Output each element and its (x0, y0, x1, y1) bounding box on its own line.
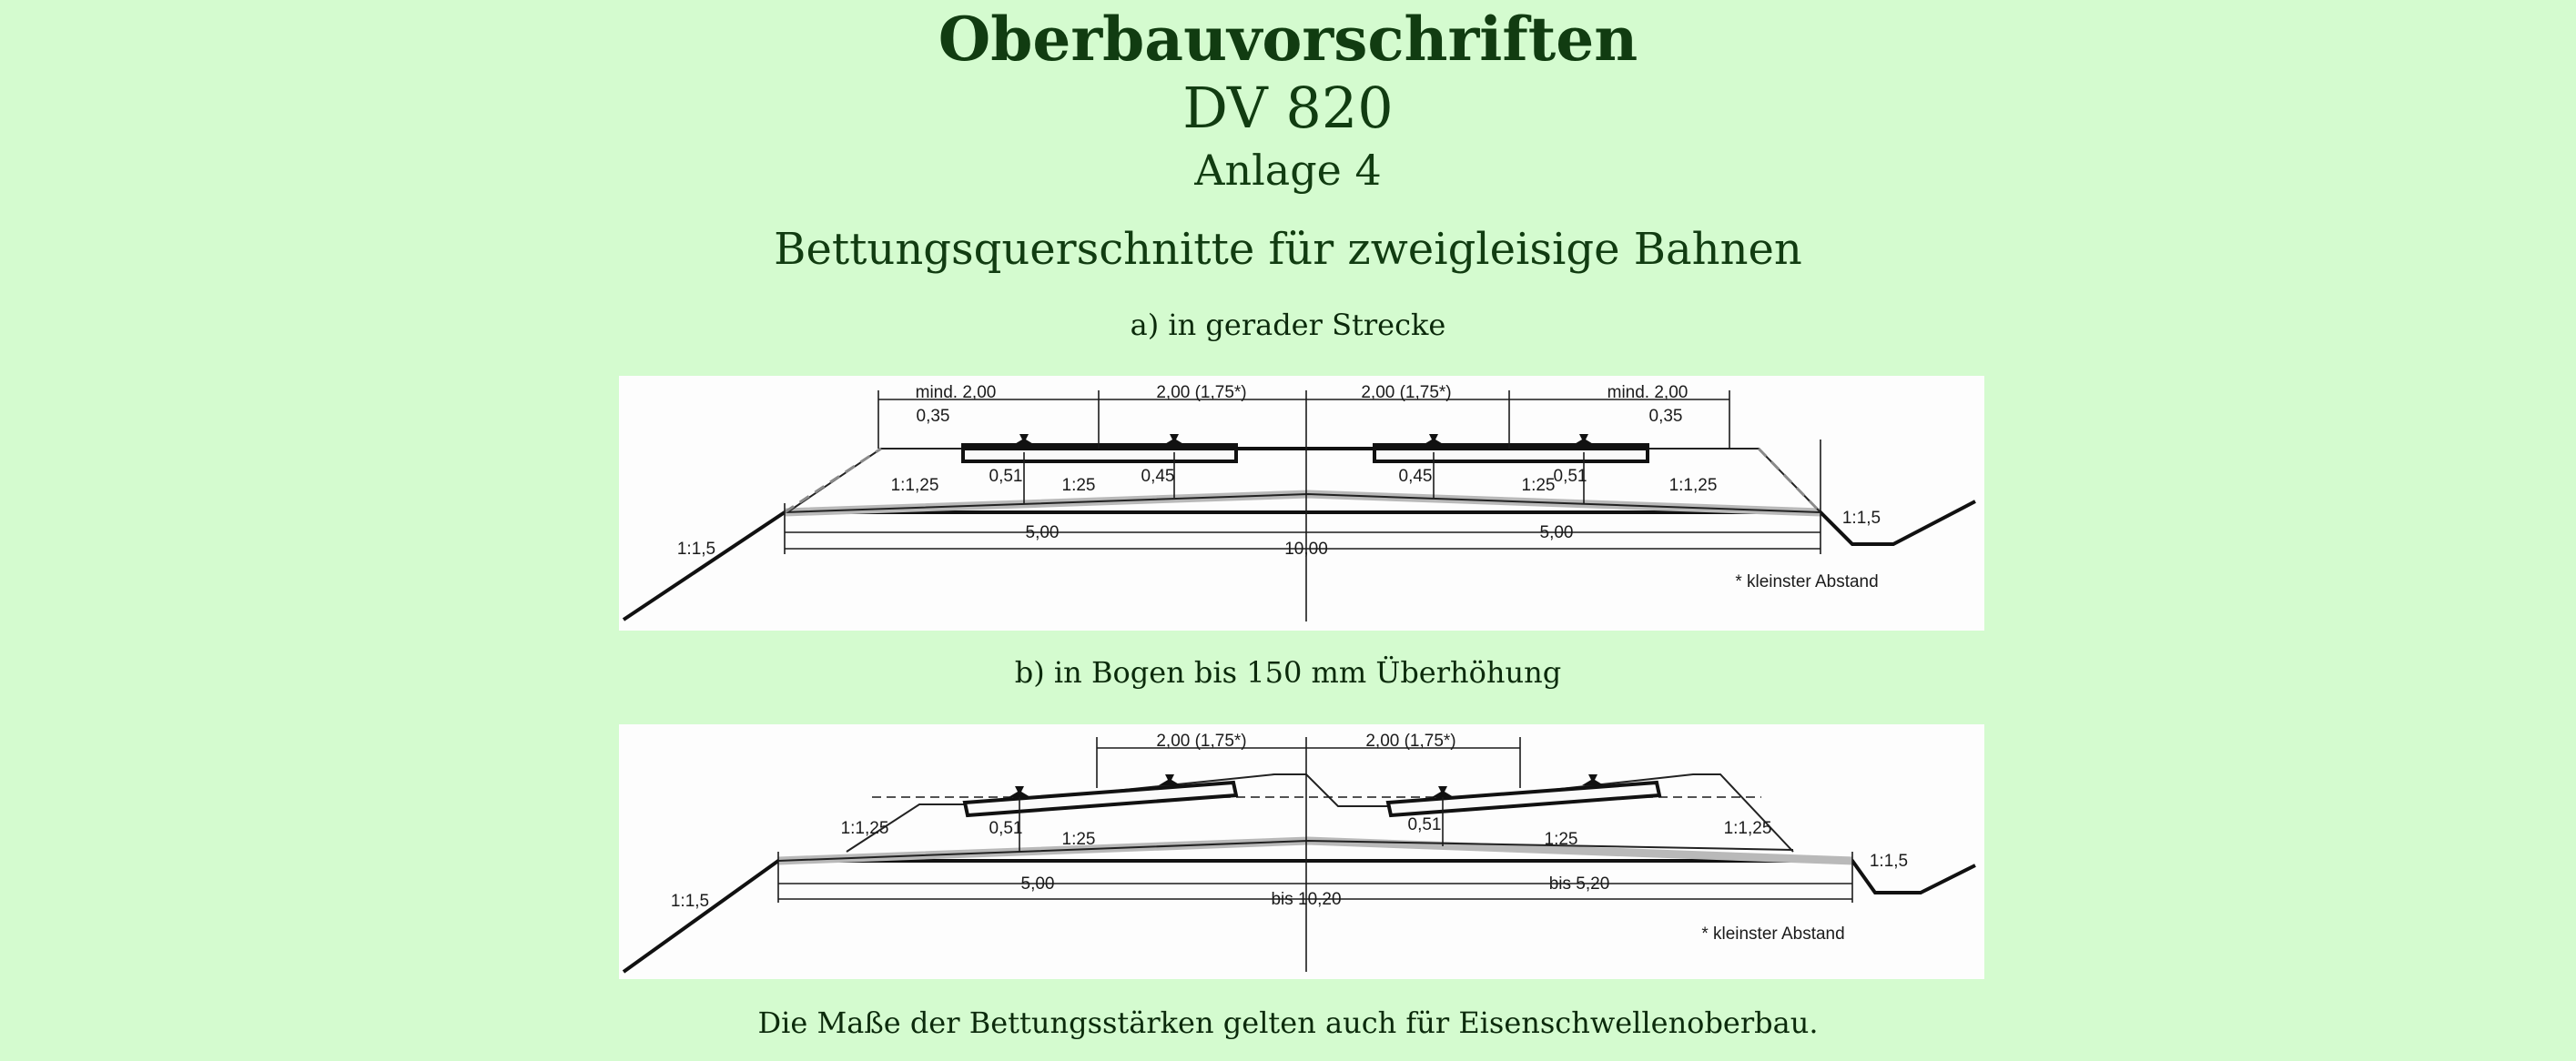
section-heading: Bettungsquerschnitte für zweigleisige Bahnen (774, 224, 1802, 275)
half-width-right: 5,00 (1539, 523, 1574, 542)
sleeper-right (1388, 783, 1659, 815)
dim-edge-left: 0,35 (916, 407, 950, 426)
rail-3 (1432, 786, 1454, 797)
slope-ballast-right: 1:1,25 (1668, 476, 1718, 495)
embank-slope-left: 1:1,5 (676, 540, 716, 559)
half-width-left: 5,00 (1020, 874, 1055, 894)
rail-2 (1159, 774, 1181, 785)
footnote-label: * kleinster Abstand (1735, 572, 1879, 591)
diagram-curve (619, 724, 1984, 979)
formation-ground (785, 494, 1820, 512)
caption-straight-track: a) in gerader Strecke (1130, 308, 1446, 342)
depth-left: 0,51 (989, 819, 1023, 838)
diagram-curve-svg (619, 724, 1984, 979)
footer-note: Die Maße der Bettungsstärken gelten auch für Eisenschwellenoberbau. (757, 1005, 1819, 1040)
dim-top-mid-right: 2,00 (1,75*) (1361, 383, 1452, 402)
total-width: bis 10,20 (1271, 890, 1342, 909)
annex-label: Anlage 4 (1194, 146, 1382, 195)
dim-top-left: mind. 2,00 (915, 383, 997, 402)
half-width-left: 5,00 (1025, 523, 1060, 542)
diagram-straight-track (619, 376, 1984, 631)
depth-right: 0,51 (1407, 815, 1442, 834)
footnote-label: * kleinster Abstand (1701, 925, 1845, 944)
embank-slope-right: 1:1,5 (1869, 852, 1909, 871)
rail-4 (1582, 774, 1604, 785)
total-width: 10,00 (1284, 540, 1328, 559)
embank-slope-left: 1:1,5 (670, 892, 710, 911)
dim-top-right: 2,00 (1,75*) (1365, 732, 1456, 751)
dashed-slope-left (785, 449, 881, 512)
depth-inner-left: 0,45 (1141, 467, 1175, 486)
depth-inner-right: 0,45 (1398, 467, 1433, 486)
slope-ballast-left: 1:1,25 (840, 819, 889, 838)
rail-2 (1163, 434, 1185, 445)
grade-right: 1:25 (1521, 476, 1556, 495)
grade-left: 1:25 (1061, 476, 1096, 495)
sleeper-left (965, 783, 1236, 815)
depth-outer-left: 0,51 (989, 467, 1023, 486)
grade-left: 1:25 (1061, 830, 1096, 849)
embankment-line (624, 861, 1975, 972)
formation-ground (778, 841, 1852, 861)
dim-top-right: mind. 2,00 (1607, 383, 1689, 402)
dim-top-left: 2,00 (1,75*) (1156, 732, 1247, 751)
slope-ballast-right: 1:1,25 (1723, 819, 1772, 838)
caption-curve: b) in Bogen bis 150 mm Überhöhung (1014, 655, 1562, 690)
grade-right: 1:25 (1544, 830, 1578, 849)
rail-3 (1423, 434, 1445, 445)
rail-1 (1009, 786, 1030, 797)
depth-outer-right: 0,51 (1553, 467, 1587, 486)
diagram-straight-track-svg (619, 376, 1984, 631)
dim-top-mid-left: 2,00 (1,75*) (1156, 383, 1247, 402)
embank-slope-right: 1:1,5 (1841, 509, 1881, 528)
dim-edge-right: 0,35 (1648, 407, 1683, 426)
embankment-line (624, 501, 1975, 620)
slope-ballast-left: 1:1,25 (890, 476, 939, 495)
document-code: DV 820 (1182, 75, 1394, 141)
page-title: Oberbauvorschriften (938, 4, 1638, 75)
rail-1 (1013, 434, 1035, 445)
rail-4 (1573, 434, 1595, 445)
half-width-right: bis 5,20 (1548, 874, 1610, 894)
